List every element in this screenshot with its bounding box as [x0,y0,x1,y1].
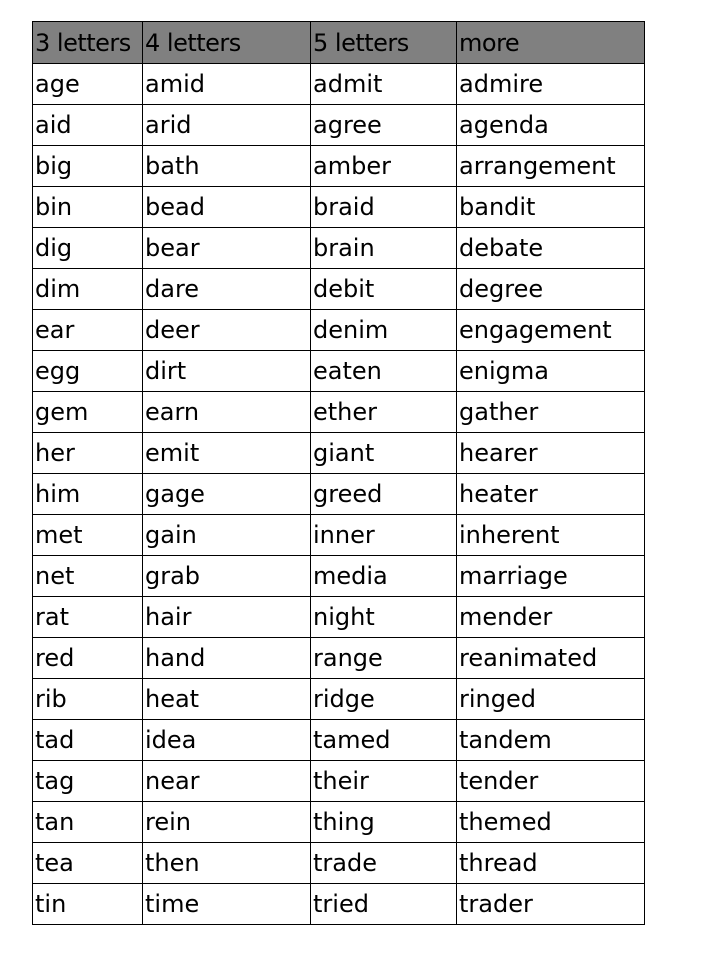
word-4-letters-cell: gage [143,474,311,515]
word-3-letters-cell: aid [33,105,143,146]
word-4-letters-cell: hand [143,638,311,679]
word-more-cell: tandem [457,720,645,761]
word-4-letters-cell: idea [143,720,311,761]
table-row [33,761,645,802]
word-5-letters-cell: debit [311,269,457,310]
word-3-letters-cell: egg [33,351,143,392]
word-4-letters-cell: grab [143,556,311,597]
word-3-letters-cell: dim [33,269,143,310]
table-row [33,433,645,474]
header-more: more [457,22,645,64]
word-5-letters-cell: their [311,761,457,802]
word-more-cell: marriage [457,556,645,597]
word-more-cell: heater [457,474,645,515]
table-row [33,638,645,679]
word-more-cell: themed [457,802,645,843]
word-5-letters-cell: admit [311,64,457,105]
word-5-letters-cell: brain [311,228,457,269]
word-3-letters-cell: tea [33,843,143,884]
word-3-letters-cell: age [33,64,143,105]
table-row [33,146,645,187]
word-4-letters-cell: arid [143,105,311,146]
word-4-letters-cell: near [143,761,311,802]
word-5-letters-cell: agree [311,105,457,146]
word-4-letters-cell: bath [143,146,311,187]
word-4-letters-cell: deer [143,310,311,351]
word-3-letters-cell: her [33,433,143,474]
word-more-cell: mender [457,597,645,638]
word-more-cell: debate [457,228,645,269]
table-row [33,597,645,638]
word-5-letters-cell: inner [311,515,457,556]
table-row [33,884,645,925]
word-3-letters-cell: bin [33,187,143,228]
word-5-letters-cell: trade [311,843,457,884]
table-row [33,679,645,720]
table-row [33,187,645,228]
table-row [33,310,645,351]
word-3-letters-cell: rat [33,597,143,638]
word-5-letters-cell: thing [311,802,457,843]
word-3-letters-cell: tin [33,884,143,925]
word-5-letters-cell: greed [311,474,457,515]
word-3-letters-cell: him [33,474,143,515]
word-more-cell: engagement [457,310,645,351]
word-5-letters-cell: eaten [311,351,457,392]
table-row [33,556,645,597]
word-4-letters-cell: time [143,884,311,925]
word-4-letters-cell: bead [143,187,311,228]
word-5-letters-cell: ridge [311,679,457,720]
word-3-letters-cell: met [33,515,143,556]
word-more-cell: enigma [457,351,645,392]
word-4-letters-cell: amid [143,64,311,105]
word-4-letters-cell: bear [143,228,311,269]
word-3-letters-cell: tag [33,761,143,802]
word-3-letters-cell: red [33,638,143,679]
word-4-letters-cell: then [143,843,311,884]
word-more-cell: tender [457,761,645,802]
word-more-cell: degree [457,269,645,310]
table-row [33,392,645,433]
word-4-letters-cell: heat [143,679,311,720]
table-row [33,843,645,884]
word-5-letters-cell: range [311,638,457,679]
word-3-letters-cell: gem [33,392,143,433]
table-row [33,515,645,556]
header-4-letters: 4 letters [143,22,311,64]
word-5-letters-cell: tamed [311,720,457,761]
word-more-cell: trader [457,884,645,925]
header-row [33,22,645,64]
table-row [33,105,645,146]
word-3-letters-cell: net [33,556,143,597]
word-5-letters-cell: tried [311,884,457,925]
word-4-letters-cell: dirt [143,351,311,392]
table-row [33,474,645,515]
word-4-letters-cell: dare [143,269,311,310]
word-5-letters-cell: braid [311,187,457,228]
word-4-letters-cell: emit [143,433,311,474]
word-more-cell: inherent [457,515,645,556]
word-list-table [32,21,645,925]
word-3-letters-cell: tad [33,720,143,761]
word-more-cell: thread [457,843,645,884]
word-5-letters-cell: ether [311,392,457,433]
word-5-letters-cell: giant [311,433,457,474]
word-4-letters-cell: gain [143,515,311,556]
word-5-letters-cell: denim [311,310,457,351]
word-3-letters-cell: rib [33,679,143,720]
word-more-cell: ringed [457,679,645,720]
word-3-letters-cell: dig [33,228,143,269]
word-more-cell: arrangement [457,146,645,187]
word-4-letters-cell: rein [143,802,311,843]
word-5-letters-cell: night [311,597,457,638]
word-more-cell: admire [457,64,645,105]
header-5-letters: 5 letters [311,22,457,64]
table-row [33,228,645,269]
table-row [33,64,645,105]
word-3-letters-cell: ear [33,310,143,351]
table-body [33,64,645,925]
word-more-cell: reanimated [457,638,645,679]
word-more-cell: agenda [457,105,645,146]
word-4-letters-cell: earn [143,392,311,433]
word-more-cell: hearer [457,433,645,474]
word-4-letters-cell: hair [143,597,311,638]
word-more-cell: bandit [457,187,645,228]
word-more-cell: gather [457,392,645,433]
word-3-letters-cell: tan [33,802,143,843]
table-row [33,802,645,843]
header-3-letters: 3 letters [33,22,143,64]
table-row [33,720,645,761]
word-5-letters-cell: media [311,556,457,597]
table-row [33,351,645,392]
word-5-letters-cell: amber [311,146,457,187]
table-row [33,269,645,310]
word-3-letters-cell: big [33,146,143,187]
